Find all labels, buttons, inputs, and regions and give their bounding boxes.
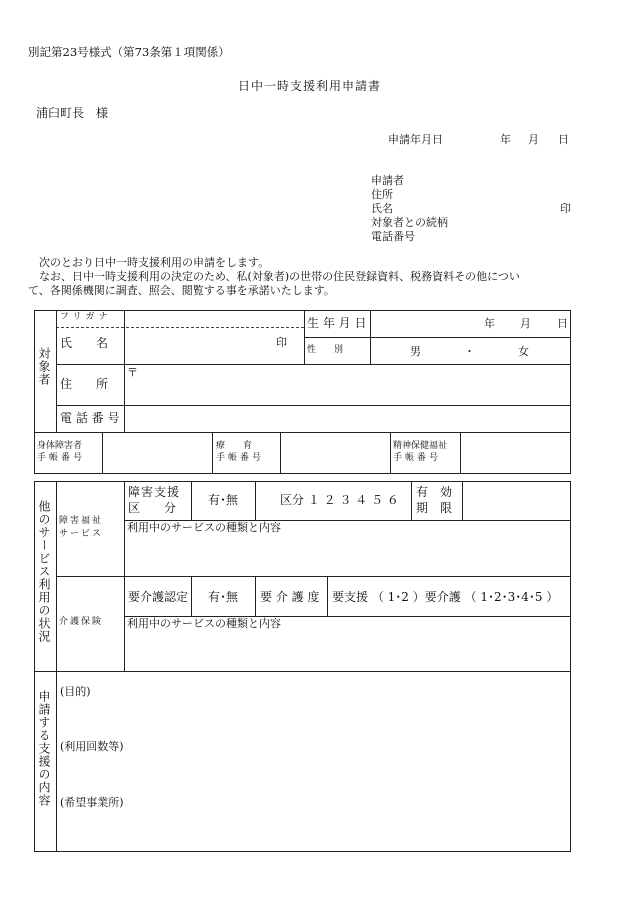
ryoiku-handbook-label-1: 療 育: [216, 441, 253, 451]
addressee: 浦臼町長 様: [36, 106, 109, 120]
support-category-label-1: 障害支援: [128, 485, 181, 499]
application-date-year: 年: [500, 133, 511, 146]
other-services-section-label: 他のサービス利用の状況: [37, 500, 51, 643]
gender-separator: ・: [464, 345, 475, 358]
subject-section-label: 対象者: [37, 347, 51, 386]
welfare-yes-no[interactable]: 有･無: [208, 493, 239, 507]
postal-mark: 〒: [127, 366, 138, 379]
birth-year: 年: [484, 317, 495, 330]
physical-handbook-label-2: 手帳番号: [37, 453, 86, 463]
application-date-month: 月: [528, 133, 539, 146]
application-date-day: 日: [558, 133, 569, 146]
support-category-label-2: 区 分: [128, 501, 177, 515]
birth-month: 月: [520, 317, 531, 330]
birth-day: 日: [557, 317, 568, 330]
valid-period-label-1: 有 効: [416, 485, 453, 499]
page-title: 日中一時支援利用申請書: [238, 79, 382, 93]
gender-male[interactable]: 男: [410, 345, 421, 358]
subject-address-label: 住 所: [60, 377, 109, 391]
applicant-phone-label: 電話番号: [371, 230, 415, 243]
welfare-service-label-1: 障害福祉: [59, 516, 104, 526]
care-certification-label: 要介護認定: [128, 590, 189, 604]
frequency-label: (利用回数等): [60, 740, 124, 753]
ryoiku-handbook-label-2: 手帳番号: [216, 453, 265, 463]
form-number: 別記第23号様式（第73条第１項関係）: [28, 45, 230, 59]
application-date-label: 申請年月日: [388, 133, 443, 146]
statement-line-1: 次のとおり日中一時支援利用の申請をします。: [28, 256, 270, 269]
statement-line-2: なお、日中一時支援利用の決定のため、私(対象者)の世帯の住民登録資料、税務資料その他につい: [28, 270, 520, 283]
care-level-options[interactable]: 要支援 （ 1･2 ）要介護 （ 1･2･3･4･5 ）: [332, 590, 559, 604]
mental-handbook-label-1: 精神保健福祉: [393, 441, 448, 451]
applicant-heading: 申請者: [371, 174, 404, 187]
gender-label: 性 別: [307, 345, 344, 355]
gender-female[interactable]: 女: [518, 345, 529, 358]
birth-date-label: 生 年 月 日: [307, 316, 367, 330]
subject-phone-label: 電 話 番 号: [60, 411, 120, 425]
applicant-name-label: 氏名: [371, 202, 393, 215]
welfare-service-label-2: サービス: [59, 529, 104, 539]
valid-period-label-2: 期 限: [416, 501, 453, 515]
requested-support-section-label: 申請する支援の内容: [37, 690, 51, 807]
subject-seal: 印: [276, 336, 287, 349]
subject-name-label: 氏 名: [60, 336, 109, 350]
physical-handbook-label-1: 身体障害者: [37, 441, 83, 451]
welfare-services-in-use-label: 利用中のサービスの種類と内容: [127, 521, 281, 534]
furigana-label: フリガナ: [60, 312, 112, 322]
support-category-options[interactable]: 区分 １ ２ ３ ４ ５ ６: [280, 493, 399, 507]
statement-line-3: て、各関係機関に調査、照会、閲覧する事を承諾いたします。: [28, 284, 335, 297]
preferred-provider-label: (希望事業所): [60, 796, 124, 809]
care-level-label: 要 介 護 度: [260, 590, 320, 604]
applicant-seal: 印: [560, 202, 571, 215]
care-services-in-use-label: 利用中のサービスの種類と内容: [127, 617, 281, 630]
mental-handbook-label-2: 手帳番号: [393, 453, 442, 463]
applicant-address-label: 住所: [371, 188, 393, 201]
applicant-relation-label: 対象者との続柄: [371, 216, 448, 229]
care-insurance-label: 介護保険: [59, 617, 104, 627]
purpose-label: (目的): [60, 685, 91, 698]
care-yes-no[interactable]: 有･無: [208, 590, 239, 604]
